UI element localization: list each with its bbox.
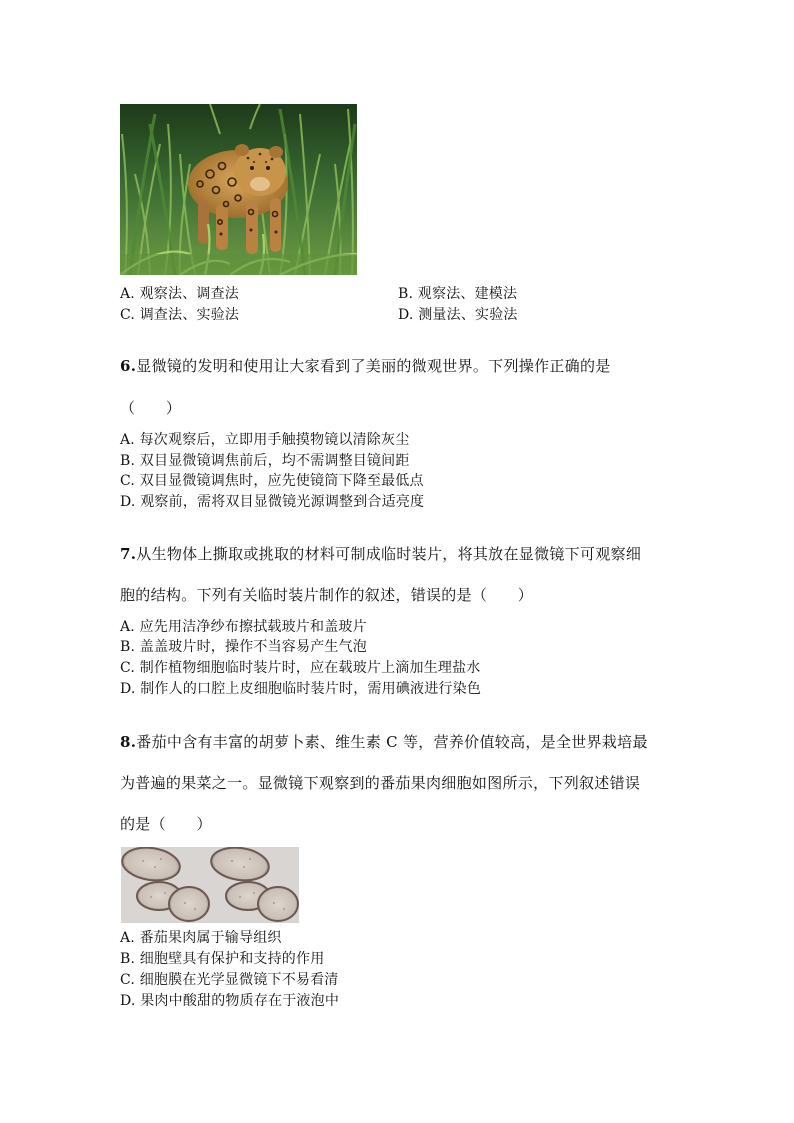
q6-option-d: D. 观察前，需将双目显微镜光源调整到合适亮度 (120, 494, 425, 510)
q8-option-d: D. 果肉中酸甜的物质存在于液泡中 (120, 993, 340, 1009)
q5-option-c: C. 调查法、实验法 (120, 307, 240, 323)
q7-stem-line2: 胞的结构。下列有关临时装片制作的叙述，错误的是（ ） (120, 586, 534, 604)
q7-stem-line1 (120, 543, 641, 565)
q7-stem-text1: 从生物体上撕取或挑取的材料可制成临时装片，将其放在显微镜下可观察细 (136, 545, 642, 563)
q8-stem-line2: 为普遍的果菜之一。显微镜下观察到的番茄果肉细胞如图所示，下列叙述错误 (120, 774, 641, 792)
q8-option-c: C. 细胞膜在光学显微镜下不易看清 (120, 972, 339, 988)
q5-option-b: B. 观察法、建模法 (398, 286, 518, 302)
q8-option-a: A. 番茄果肉属于输导组织 (120, 930, 282, 946)
q8-stem-line1 (120, 731, 648, 753)
tomato-cells-micrograph (121, 847, 299, 923)
q7-option-b: B. 盖盖玻片时，操作不当容易产生气泡 (120, 639, 367, 655)
jaguar-photo (120, 104, 357, 275)
q7-option-c: C. 制作植物细胞临时装片时，应在载玻片上滴加生理盐水 (120, 660, 481, 676)
q5-option-d: D. 测量法、实验法 (398, 307, 518, 323)
q6-option-b: B. 双目显微镜调焦前后，均不需调整目镜间距 (120, 453, 410, 469)
q6-stem-text: 显微镜的发明和使用让大家看到了美丽的微观世界。下列操作正确的是 (136, 357, 611, 375)
q6-option-a: A. 每次观察后，立即用手触摸物镜以清除灰尘 (120, 432, 410, 448)
q8-option-b: B. 细胞壁具有保护和支持的作用 (120, 951, 325, 967)
q5-option-a: A. 观察法、调查法 (120, 286, 240, 302)
q6-answer-blank: （ ） (120, 399, 182, 417)
q6-stem (120, 355, 611, 377)
q8-stem-line3: 的是（ ） (120, 815, 212, 833)
q6-option-c: C. 双目显微镜调焦时，应先使镜筒下降至最低点 (120, 473, 424, 489)
q8-stem-text1: 番茄中含有丰富的胡萝卜素、维生素 C 等，营养价值较高，是全世界栽培最 (136, 733, 648, 751)
q7-option-a: A. 应先用洁净纱布擦拭载玻片和盖玻片 (120, 619, 367, 635)
q7-number: 7. (120, 545, 137, 563)
q8-number: 8. (120, 733, 137, 751)
q6-number: 6. (120, 357, 137, 375)
q7-option-d: D. 制作人的口腔上皮细胞临时装片时，需用碘液进行染色 (120, 681, 482, 697)
